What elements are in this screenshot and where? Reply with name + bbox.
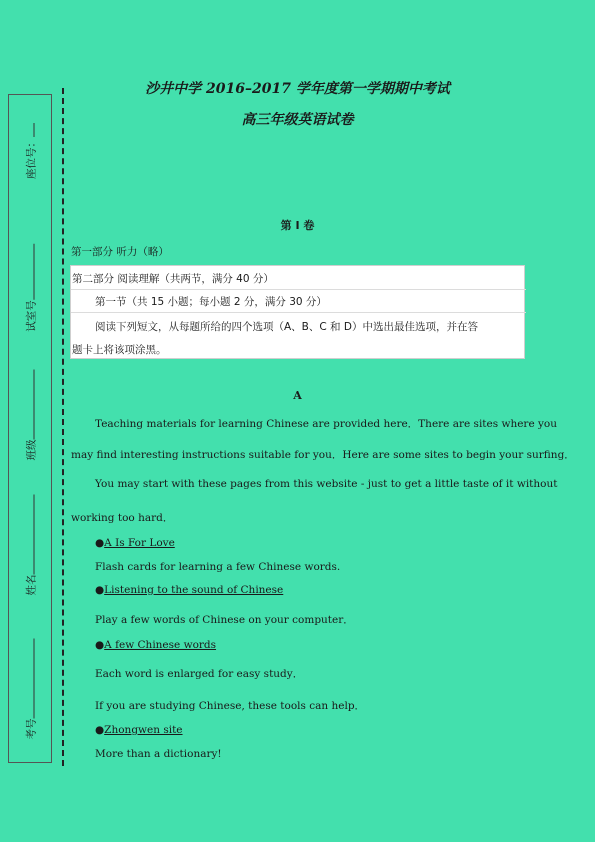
item-description: Flash cards for learning a few Chinese words. — [95, 561, 341, 573]
room-blank[interactable] — [34, 244, 35, 300]
list-item — [95, 584, 283, 596]
name-label: 姓名 — [25, 574, 38, 596]
link-few-chinese-words[interactable]: A few Chinese words — [104, 639, 217, 651]
passage-line: working too hard． — [71, 512, 174, 524]
passage-heading: A — [293, 389, 302, 402]
exam-title: 沙井中学 2016–2017 学年度第一学期期中考试 — [145, 81, 450, 97]
volume-title: 第 I 卷 — [280, 219, 315, 232]
exam-no-label: 考号 — [25, 718, 38, 740]
instruction-text-2: 题卡上将该项涂黑。 — [72, 344, 167, 356]
list-item — [95, 639, 216, 651]
name-blank[interactable] — [34, 495, 35, 575]
room-label: 试室号 — [25, 300, 38, 332]
bullet-icon: ● — [95, 724, 105, 736]
list-item — [95, 724, 183, 736]
binding-strip — [8, 94, 52, 763]
exam-subtitle: 高三年级英语试卷 — [241, 112, 354, 128]
item-description: More than a dictionary! — [95, 748, 222, 760]
tools-line: If you are studying Chinese, these tools can help． — [95, 700, 366, 712]
bullet-icon: ● — [95, 537, 105, 549]
class-blank[interactable] — [34, 370, 35, 440]
class-label: 班级 — [25, 439, 38, 461]
seat-label: 座位号： — [25, 137, 38, 179]
exam-no-blank[interactable] — [34, 639, 35, 719]
passage-line: may find interesting instructions suitable for you．Here are some sites to begin your surfing． — [71, 449, 575, 461]
list-item — [95, 537, 175, 549]
part2-heading: 第二部分 阅读理解（共两节，满分 40 分） — [72, 273, 274, 285]
part1-heading: 第一部分 听力（略） — [71, 246, 169, 258]
item-description: Play a few words of Chinese on your computer． — [95, 614, 354, 626]
instruction-text: 阅读下列短文，从每题所给的四个选项（A、B、C 和 D）中选出最佳选项，并在答 — [95, 321, 478, 333]
link-zhongwen-site[interactable]: Zhongwen site — [104, 724, 183, 736]
section1-heading: 第一节（共 15 小题；每小题 2 分，满分 30 分） — [95, 296, 327, 308]
bullet-icon: ● — [95, 639, 105, 651]
link-a-is-for-love[interactable]: A Is For Love — [104, 537, 175, 549]
bullet-icon: ● — [95, 584, 105, 596]
passage-line: You may start with these pages from this website - just to get a little taste of it without — [95, 478, 558, 490]
passage-line: Teaching materials for learning Chinese are provided here．There are sites where you — [95, 418, 558, 430]
item-description: Each word is enlarged for easy study． — [95, 668, 304, 680]
link-listening-sound-chinese[interactable]: Listening to the sound of Chinese — [104, 584, 284, 596]
cut-line — [62, 88, 64, 766]
